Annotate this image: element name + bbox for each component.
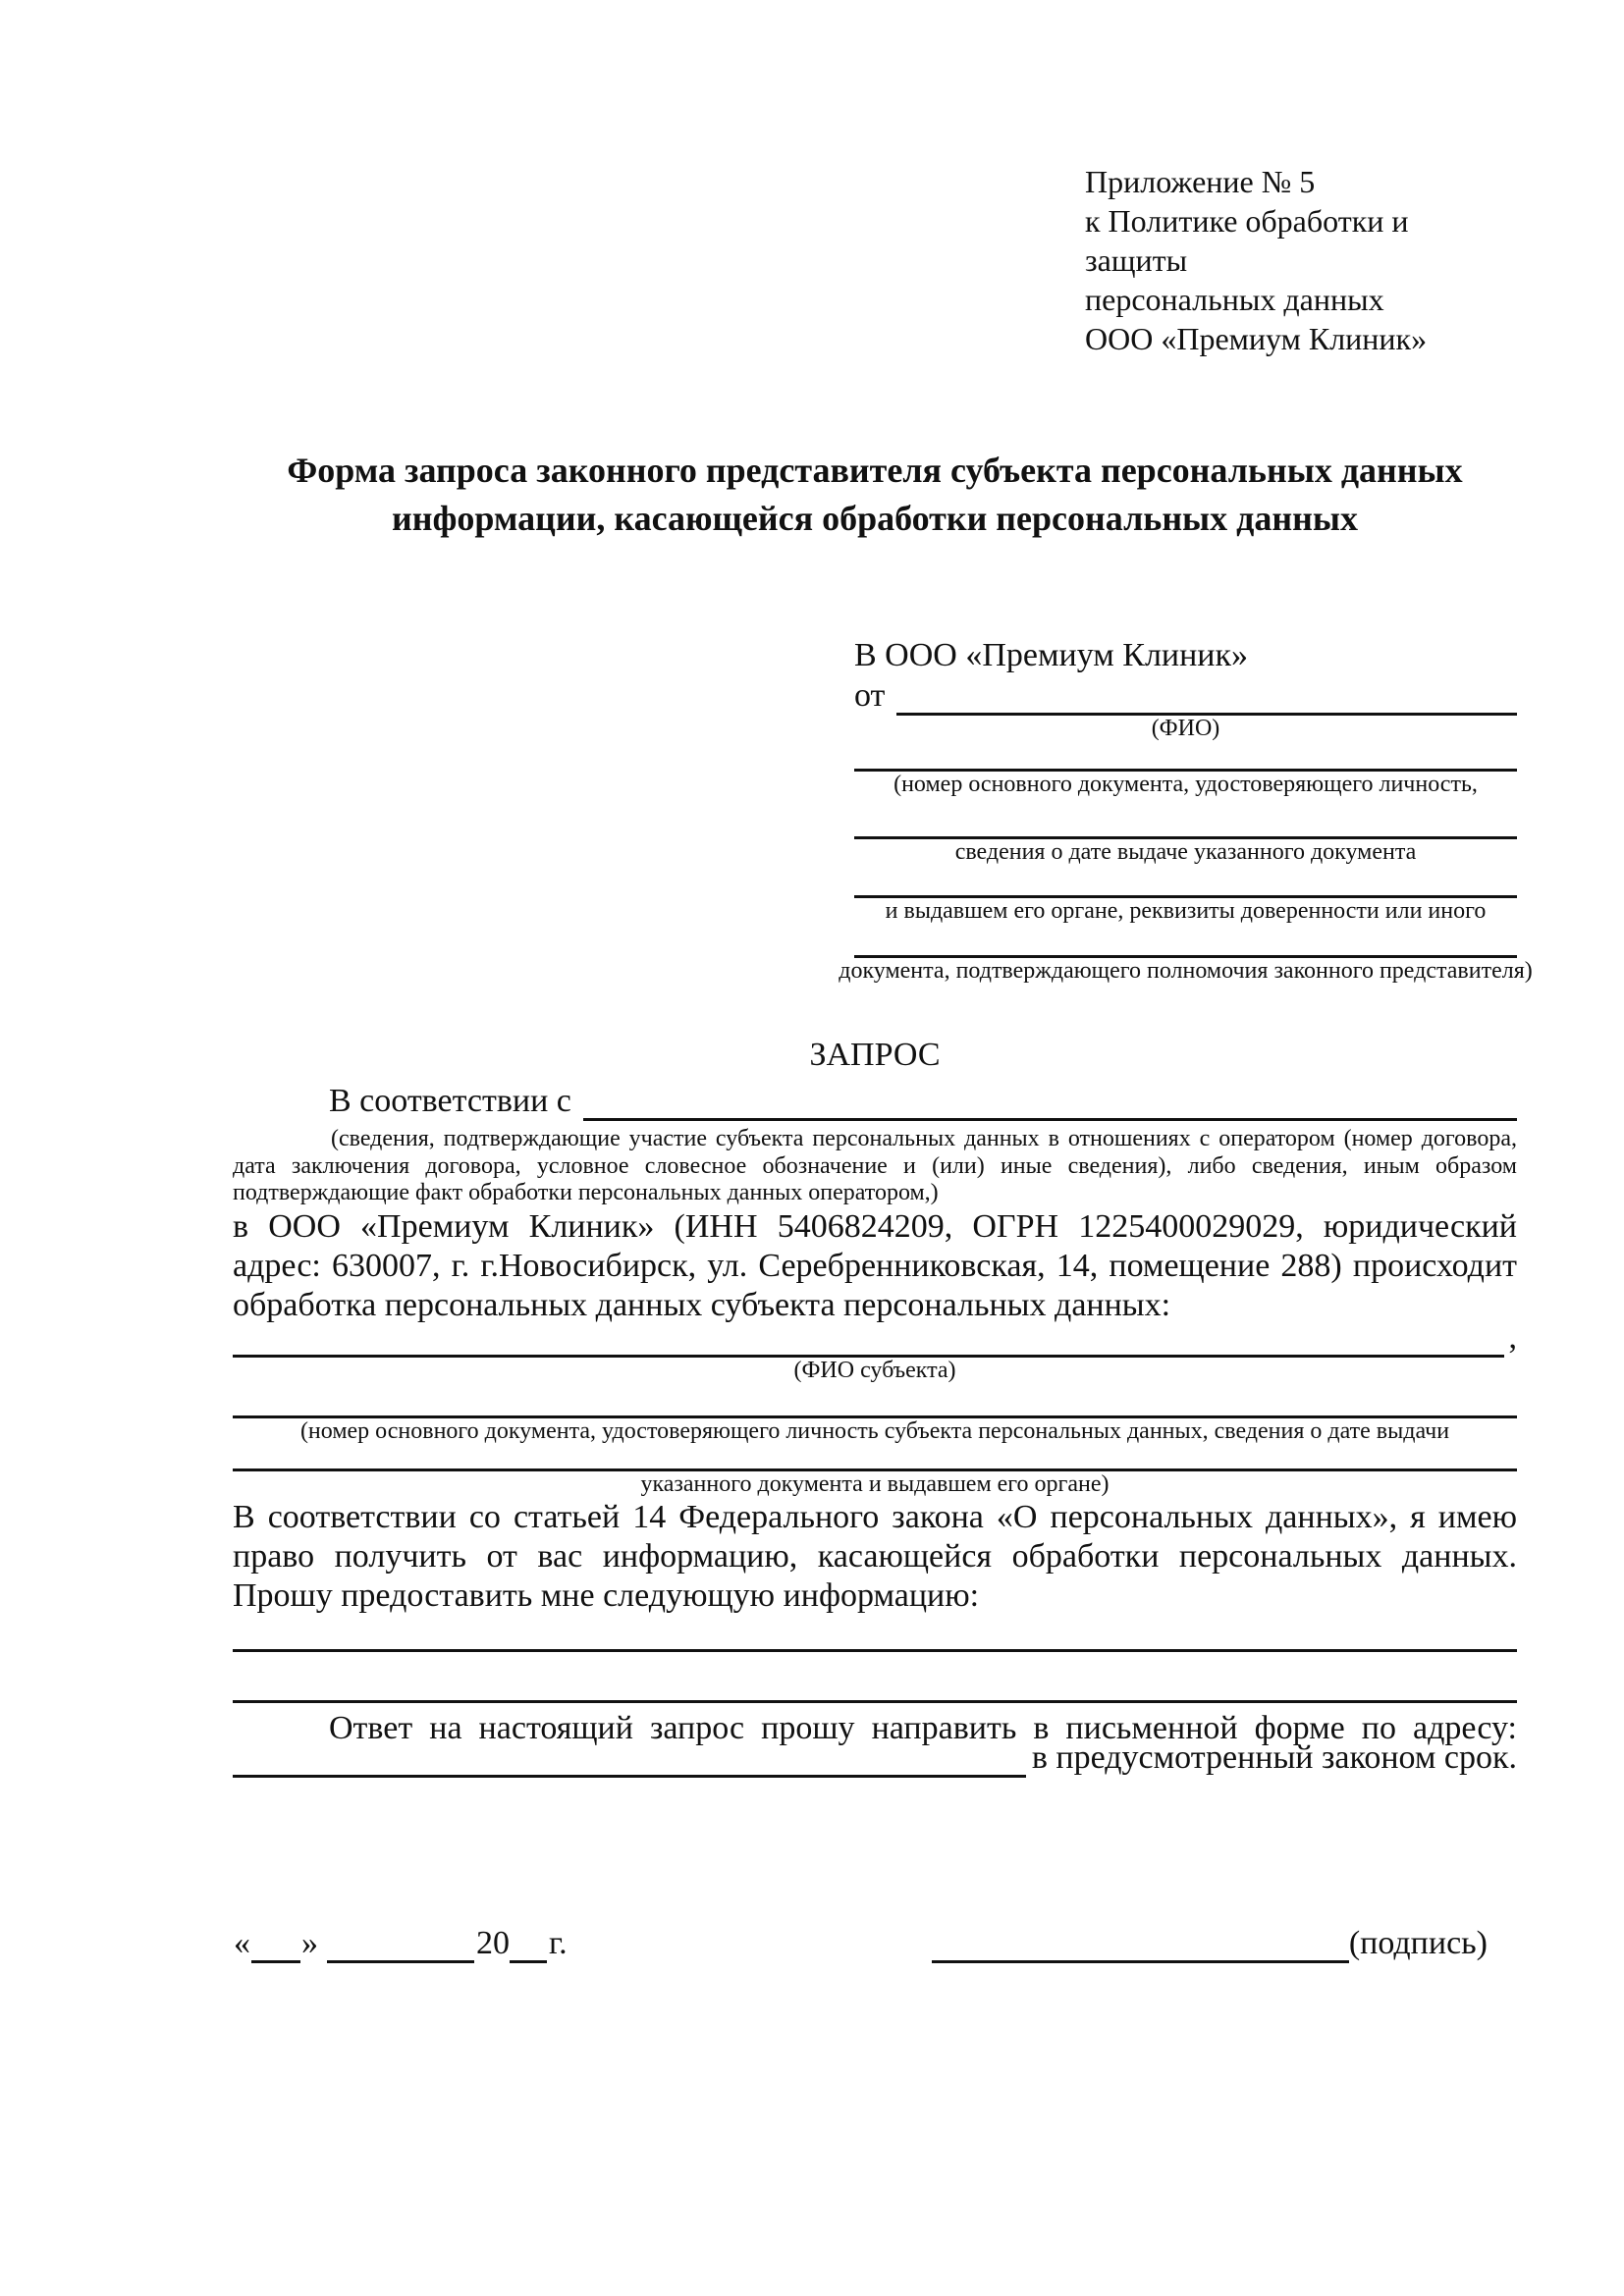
authority-doc-caption: документа, подтверждающего полномочия законного представителя)	[839, 958, 1533, 984]
basis-caption: (сведения, подтверждающие участие субъекта персональных данных в отношениях с оператором (номер договора, дата заключения договора, условное словесное обозначение и (или) иные сведения), либо сведения, иным образом подтверждающие факт обработки персональных данных оператором,)	[233, 1126, 1517, 1205]
appendix-line-2: к Политике обработки и защиты	[1085, 203, 1409, 278]
reply-address-blank-line	[233, 1775, 1026, 1778]
date-close-quote: »	[301, 1924, 318, 1961]
signature-field	[932, 1924, 1488, 1963]
document-title	[233, 447, 1517, 543]
appendix-line-1: Приложение № 5	[1085, 164, 1316, 199]
date-open-quote: «	[234, 1924, 250, 1961]
month-blank-line	[327, 1924, 474, 1963]
reply-paragraph: Ответ на настоящий запрос прошу направить в письменной форме по адресу:	[329, 1709, 1517, 1746]
signature-blank-line	[932, 1924, 1349, 1963]
year-prefix: 20	[476, 1924, 510, 1961]
trailing-comma: ,	[1508, 1318, 1517, 1356]
appendix-line-3: персональных данных	[1085, 282, 1384, 317]
issue-date-blank-line	[854, 798, 1517, 839]
signature-caption: (подпись)	[1348, 1924, 1488, 1961]
issuing-authority-caption: и выдавшем его органе, реквизиты доверенности или иного	[885, 898, 1487, 924]
subject-fio-row	[233, 1318, 1517, 1358]
basis-blank-line	[583, 1118, 1517, 1121]
request-heading: ЗАПРОС	[809, 1037, 941, 1073]
recipient-block	[839, 635, 1533, 985]
authority-doc-blank-line	[854, 925, 1517, 958]
issuing-authority-blank-line	[854, 866, 1517, 898]
recipient-company: В ООО «Премиум Клиник»	[854, 637, 1249, 673]
subject-doc-caption-1: (номер основного документа, удостоверяющего личность субъекта персональных данных, сведения о дате выдачи	[299, 1417, 1450, 1444]
doc-number-caption: (номер основного документа, удостоверяющего личность,	[893, 772, 1478, 797]
from-label: от	[854, 677, 886, 714]
subject-doc-blank-line-2	[233, 1445, 1517, 1471]
year-suffix: г.	[549, 1924, 568, 1961]
from-row	[854, 676, 1517, 716]
date-field	[233, 1924, 568, 1963]
reply-tail: в предусмотренный законом срок.	[1031, 1738, 1517, 1776]
basis-row	[233, 1085, 1517, 1121]
year-blank-line	[510, 1924, 547, 1963]
footer-row	[233, 1920, 1517, 1963]
law-paragraph: В соответствии со статьей 14 Федерального закона «О персональных данных», я имею право получить от вас информацию, касающейся обработки персональных данных. Прошу предоставить мне следующую информацию:	[233, 1498, 1517, 1614]
issue-date-caption: сведения о дате выдаче указанного документа	[954, 839, 1417, 865]
title-line-1: Форма запроса законного представителя субъекта персональных данных	[287, 451, 1463, 490]
appendix-note	[1085, 162, 1517, 358]
appendix-line-4: ООО «Премиум Клиник»	[1085, 321, 1428, 356]
title-line-2: информации, касающейся обработки персональных данных	[392, 499, 1358, 538]
basis-label: В соответствии с	[329, 1083, 571, 1119]
subject-doc-blank-line-1	[233, 1384, 1517, 1418]
info-blank-line-1	[233, 1616, 1517, 1652]
subject-fio-caption: (ФИО субъекта)	[793, 1357, 956, 1383]
operator-paragraph: в ООО «Премиум Клиник» (ИНН 5406824209, ОГРН 1225400029029, юридический адрес: 630007, г. г.Новосибирск, ул. Серебренниковская, 14, помещение 288) происходит обработка персональных данных субъекта персональных данных:	[233, 1207, 1517, 1323]
reply-address-row	[233, 1738, 1517, 1778]
day-blank-line	[251, 1924, 300, 1963]
info-blank-line-2	[233, 1652, 1517, 1703]
subject-doc-caption-2: указанного документа и выдавшем его органе)	[640, 1470, 1110, 1497]
doc-number-blank-line	[854, 742, 1517, 772]
fio-caption: (ФИО)	[1151, 716, 1220, 741]
